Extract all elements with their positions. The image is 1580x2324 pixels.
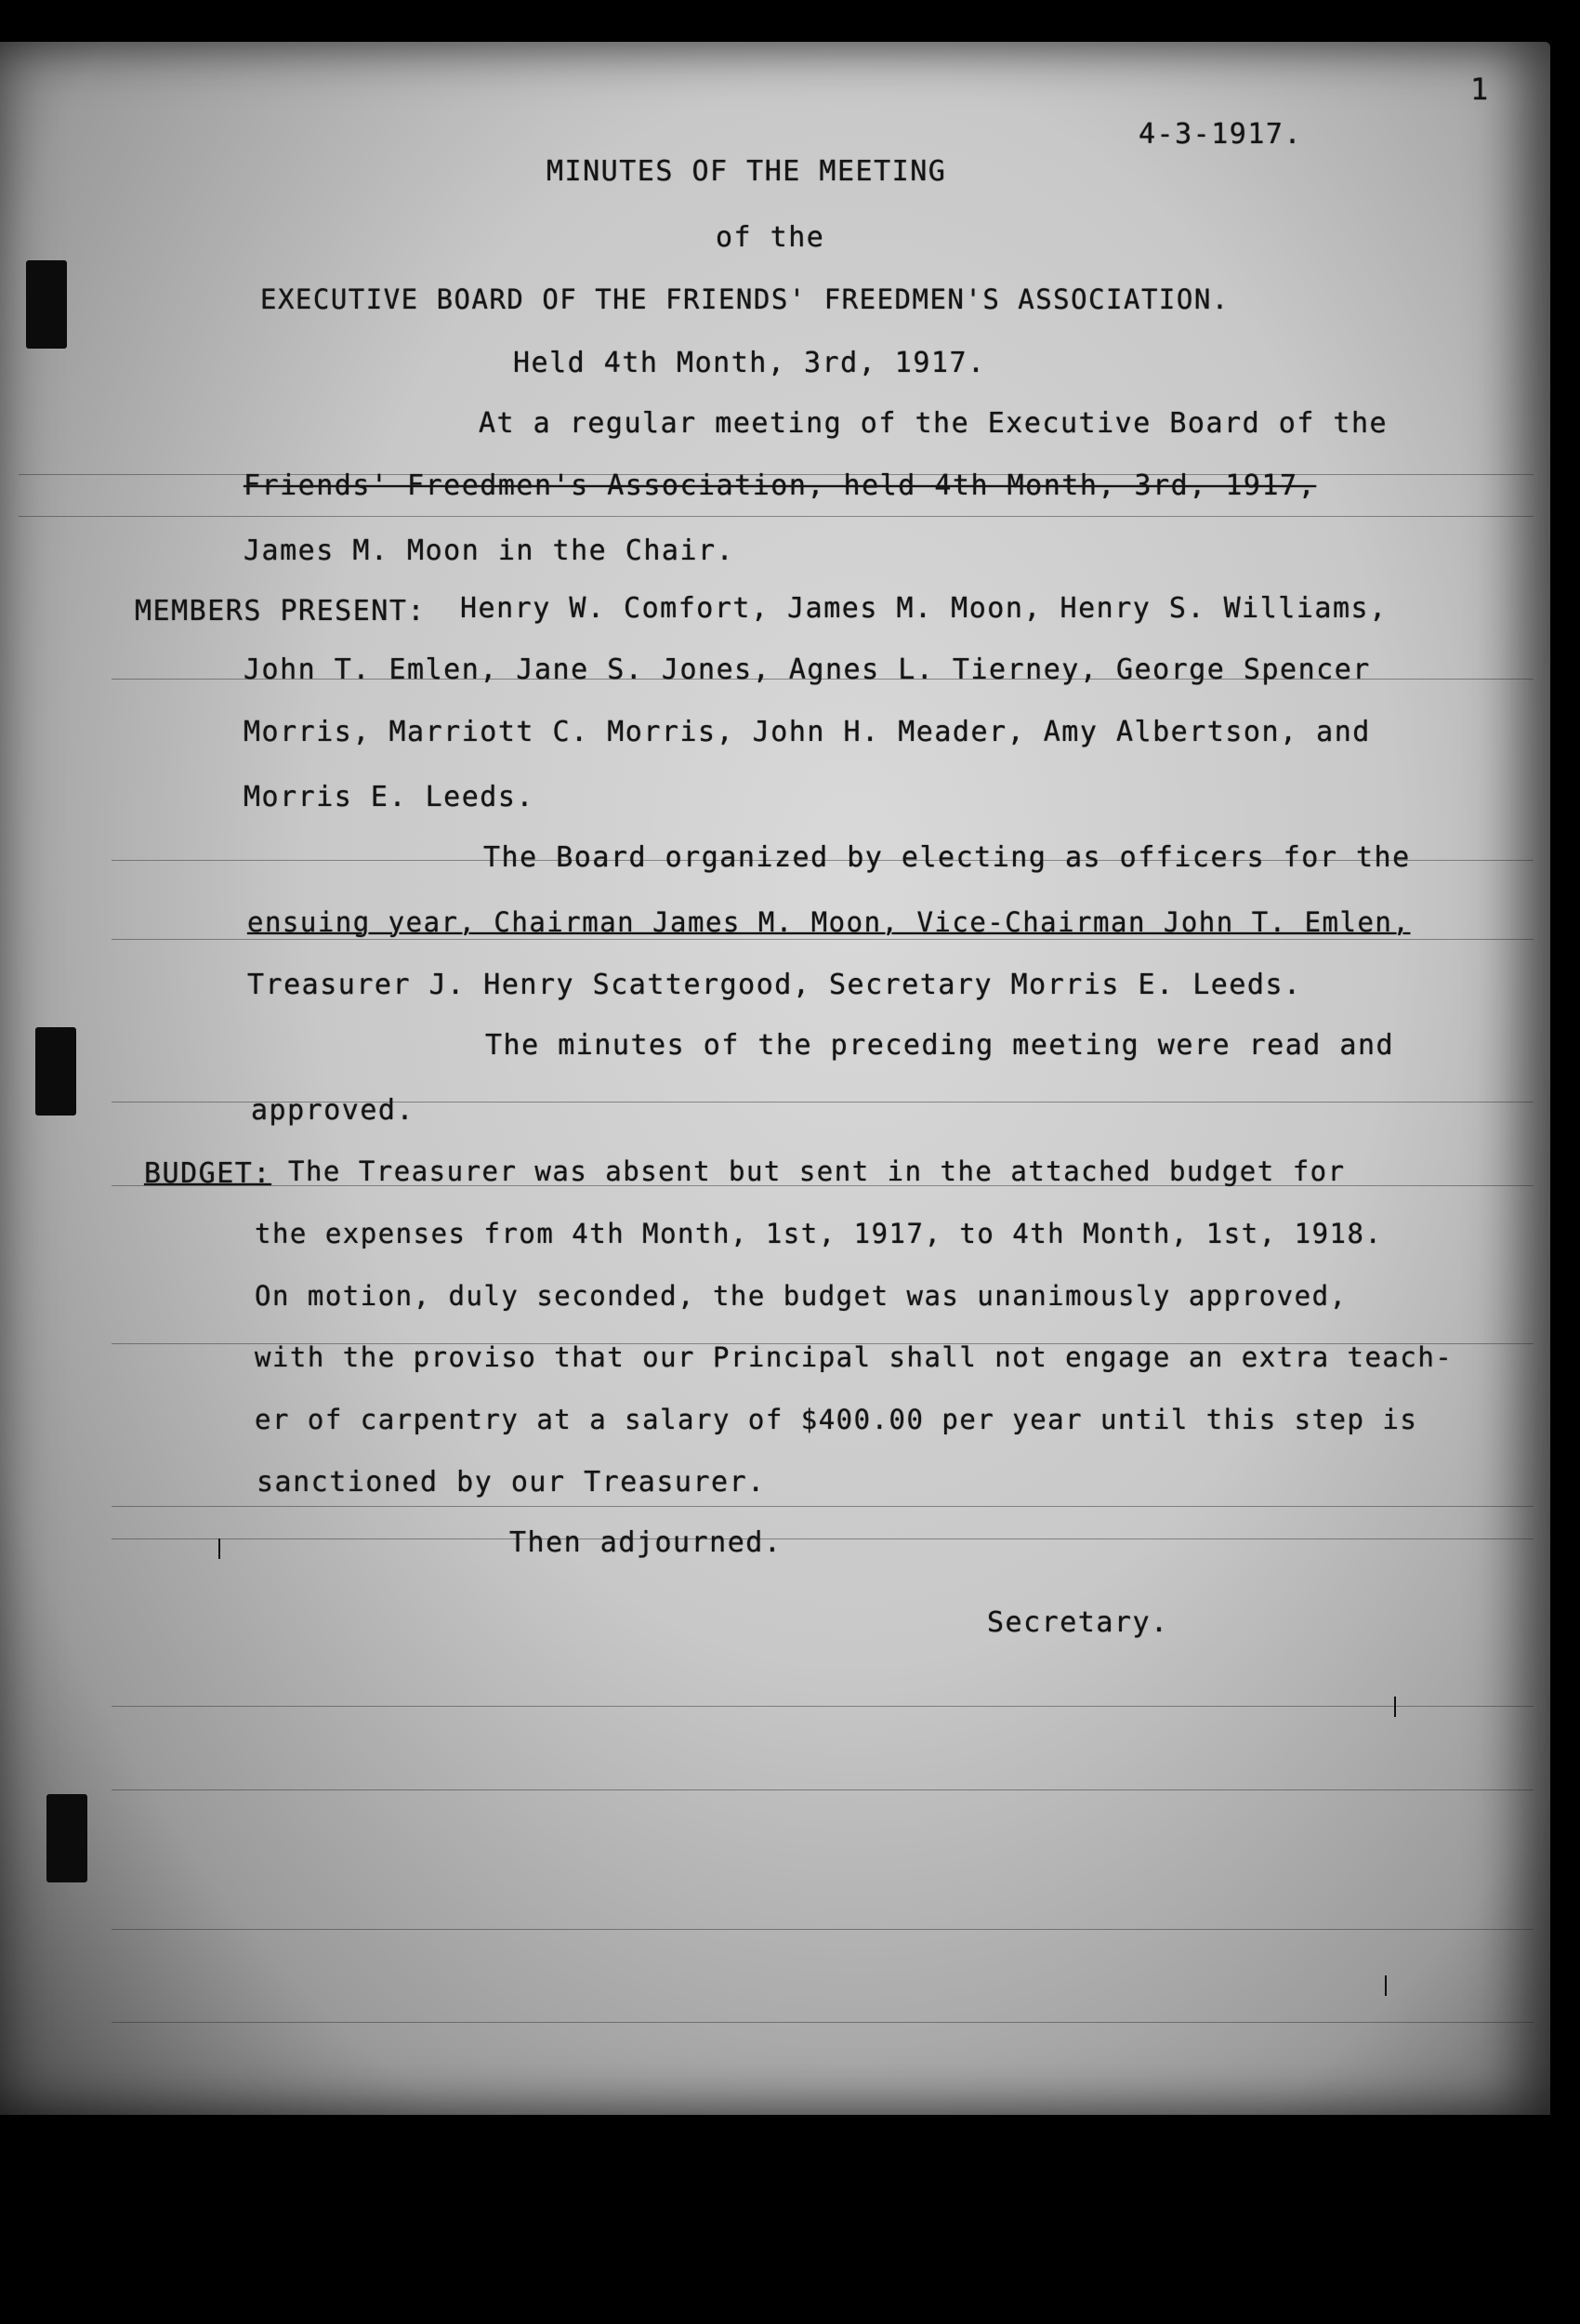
members-line: John T. Emlen, Jane S. Jones, Agnes L. Tierney, George Spencer	[244, 654, 1371, 686]
budget-line: The Treasurer was absent but sent in the attached budget for	[288, 1155, 1346, 1187]
budget-line: with the proviso that our Principal shall not engage an extra teach-	[255, 1341, 1454, 1373]
budget-line: er of carpentry at a salary of $400.00 per year until this step is	[255, 1404, 1418, 1435]
paragraph-line: James M. Moon in the Chair.	[244, 535, 735, 567]
paragraph-line: The minutes of the preceding meeting were read and	[485, 1029, 1395, 1062]
ruling-line	[112, 1706, 1534, 1707]
adjourned-line: Then adjourned.	[509, 1526, 783, 1559]
members-present-label: MEMBERS PRESENT:	[135, 595, 426, 627]
members-line: Morris, Marriott C. Morris, John H. Meader, Amy Albertson, and	[244, 716, 1371, 748]
page-number: 1	[1470, 72, 1490, 107]
document-date: 4-3-1917.	[1139, 118, 1303, 151]
budget-line: On motion, duly seconded, the budget was unanimously approved,	[255, 1280, 1348, 1312]
held-date-line: Held 4th Month, 3rd, 1917.	[513, 347, 986, 379]
title-line-1: MINUTES OF THE MEETING	[546, 155, 947, 188]
paragraph-line: Friends' Freedmen's Association, held 4th Month, 3rd, 1917,	[244, 469, 1317, 502]
stray-mark	[1394, 1697, 1396, 1717]
paragraph-line: At a regular meeting of the Executive Board of the	[479, 407, 1389, 440]
ruling-line	[19, 516, 1534, 517]
ruling-line	[112, 2022, 1534, 2023]
members-line: Morris E. Leeds.	[244, 781, 534, 813]
ruling-line	[112, 1789, 1534, 1790]
ruling-line	[112, 1506, 1534, 1507]
binder-tab	[26, 260, 67, 349]
binder-tab	[46, 1794, 87, 1882]
secretary-signature-line: Secretary.	[987, 1606, 1169, 1639]
ruling-line	[112, 939, 1534, 940]
paragraph-line: Treasurer J. Henry Scattergood, Secretary Morris E. Leeds.	[247, 969, 1302, 1001]
title-line-3: EXECUTIVE BOARD OF THE FRIENDS' FREEDMEN'S ASSOCIATION.	[260, 284, 1230, 315]
budget-line: the expenses from 4th Month, 1st, 1917, to 4th Month, 1st, 1918.	[255, 1218, 1383, 1249]
budget-line: sanctioned by our Treasurer.	[257, 1466, 766, 1499]
title-line-2: of the	[716, 221, 825, 254]
ruling-line	[112, 1929, 1534, 1930]
ruling-line	[112, 1538, 1534, 1539]
paragraph-line: ensuing year, Chairman James M. Moon, Vice-Chairman John T. Emlen,	[247, 906, 1411, 938]
binder-tab	[35, 1027, 76, 1116]
document-page	[0, 42, 1550, 2115]
members-line: Henry W. Comfort, James M. Moon, Henry S. Williams,	[460, 592, 1388, 625]
paragraph-line: The Board organized by electing as officers for the	[483, 841, 1411, 874]
budget-label: BUDGET:	[144, 1157, 271, 1190]
stray-mark	[1385, 1975, 1387, 1996]
stray-mark	[218, 1538, 220, 1559]
paragraph-line: approved.	[251, 1094, 415, 1127]
